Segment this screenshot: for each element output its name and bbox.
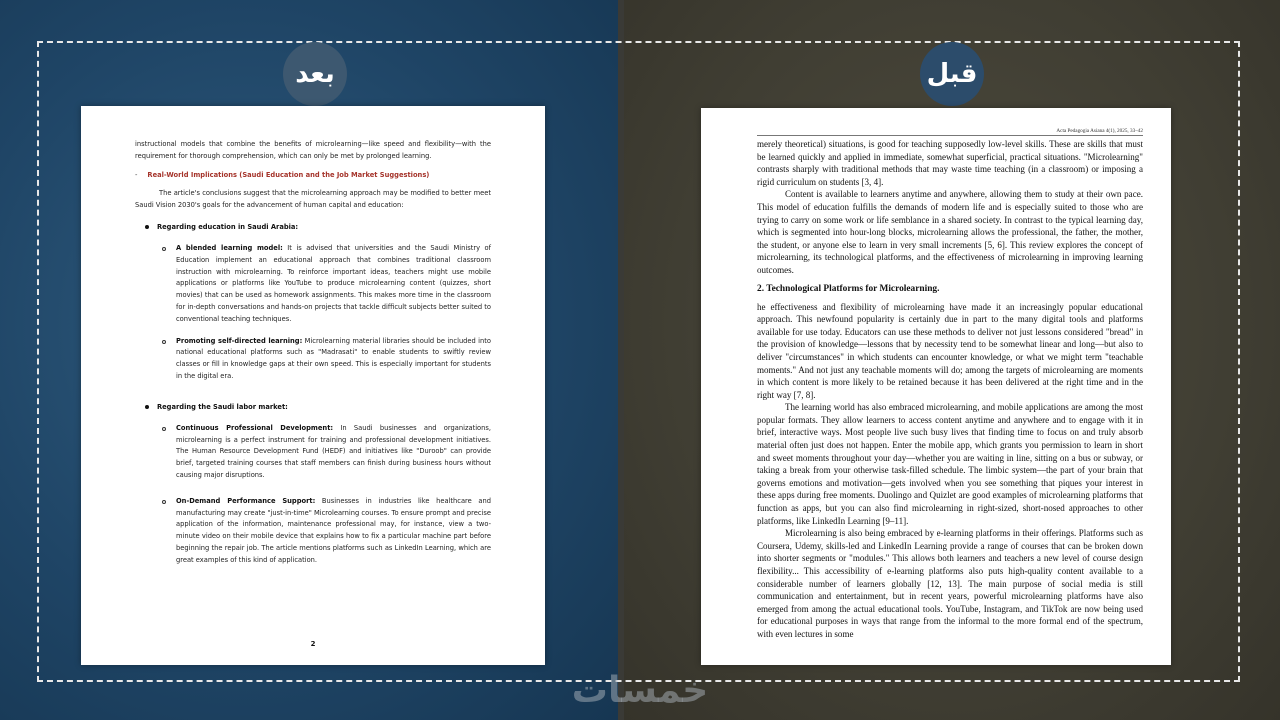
after-subbullet-blended: A blended learning model: It is advised that universities and the Saudi Ministry of Education implement an educational approach that combines traditional classroom instruction with microlearning. To reinforce important ideas, teachers might use mobile applications or platforms like YouTube to produce microlearning content (quizzes, short movies) that can be used as homework assignments. This makes more time in the classroom for in-depth conversations and hands-on projects that tackle difficult subjects better suited to conventional teaching techniques. [176, 243, 491, 326]
before-label: قبل [926, 59, 978, 89]
circle-bullet-icon [162, 500, 166, 504]
before-paragraph-2: Content is available to learners anytime and anywhere, allowing them to study at their own pace. This model of education fulfills the demands of modern life and is especially suited to those who are trying to carry on some work or life semblance in a shared society. In contrast to the typical learning day, which is segmented into hour-long blocks, microlearning allows the professional, the father, the mother, the student, or anyone else to learn in very small increments [5, 6]. This review explores the concept of microlearning, its technological platforms, and the effectiveness of microlearning in improving learning outcomes. [757, 189, 1143, 275]
page-number: 2 [310, 640, 316, 648]
circle-bullet-icon [162, 427, 166, 431]
after-bullet-labor-market: Regarding the Saudi labor market: [145, 401, 491, 413]
before-document-page [701, 108, 1171, 665]
before-section-heading: 2. Technological Platforms for Microlearning. [757, 283, 940, 294]
bullet-dot-icon [145, 225, 149, 229]
after-label-badge [283, 42, 347, 106]
after-paragraph-1: instructional models that combine the benefits of microlearning—like speed and flexibility—with the requirement for thorough comprehension, which can only be met by prolonged learning. [135, 140, 491, 160]
after-subbullet-cpd: Continuous Professional Development: In Saudi businesses and organizations, microlearning is a perfect instrument for training and professional development initiatives. The Human Resource Development Fund (HEDF) and initiatives like "Duroob" can provide brief, targeted training courses that staff members can finish during business hours without causing major disruptions. [176, 423, 491, 482]
after-subbullet-on-demand: On-Demand Performance Support: Businesses in industries like healthcare and manufacturing may create "just-in-time" Microlearning courses. To ensure prompt and precise application of the information, maintenance professional may, for instance, view a two-minute video on their mobile device that explains how to fix a particular machine part before beginning the repair job. The article mentions platforms such as LinkedIn Learning, which are great examples of this kind of application. [176, 496, 491, 567]
journal-header: Acta Pedagogia Asiana 4(1), 2025, 33–42 [757, 128, 1143, 136]
before-paragraph-3: he effectiveness and flexibility of microlearning have made it an increasingly popular educational approach. This newfound popularity is certainly due in part to the many digital tools and platforms available for use today. Educators can use these methods to deliver not just lessons considered "bread" in the provision of knowledge—lessons that by necessity tend to be somewhat linear and long—but also to deliver "circumstances" in which students can encounter knowledge, or what we might term "teachable moments." And not just any teachable moments will do; among the targets of microlearning are moments in which content is more likely to be retained because it has been delivered at the right time and in the right way [7, 8]. [757, 301, 1143, 400]
circle-bullet-icon [162, 340, 166, 344]
after-label: بعد [295, 59, 335, 89]
bullet-dot-icon [145, 405, 149, 409]
before-paragraph-1: merely theoretical) situations, is good for teaching supposedly low-level skills. These are skills that must be learned quickly and applied in immediate, somewhat superficial, practical situations. "Microlearning" contrasts sharply with traditional methods that may waste time teaching (in a classroom) or imposing a rigid curriculum on students [3, 4]. [757, 139, 1143, 187]
before-paragraph-4: The learning world has also embraced microlearning, and mobile applications are among the most popular formats. They allow learners to access content anytime and anywhere and to engage with it in brief, interactive ways. Most people live such busy lives that finding time to focus on and truly absorb material often just does not happen. Enter the mobile app, which grants you permission to learn in short and sweet moments throughout your day—whether you are waiting in line, sitting on a bus or subway, or taking a break from your otherwise task-filled schedule. The limbic system—the part of your brain that governs emotions and motivation—gets involved when you see something that piques your interest in these apps during free moments. Duolingo and Quizlet are good examples of microlearning platforms that function as apps, but you can also find microlearning in right-sized, short-nosed approaches to other platforms, like LinkedIn Learning [9–11]. [757, 402, 1143, 526]
after-document-page [81, 106, 545, 665]
after-intro-paragraph: The article's conclusions suggest that the microlearning approach may be modified to better meet Saudi Vision 2030's goals for the advancement of human capital and education: [135, 189, 491, 209]
circle-bullet-icon [162, 247, 166, 251]
khamsat-watermark-logo: خمسات [571, 670, 709, 711]
before-paragraph-5: Microlearning is also being embraced by e-learning platforms in their offerings. Platforms such as Coursera, Udemy, skills-led and LinkedIn Learning provide a range of courses that can be broken down into shorter segments or "modules." This allows both learners and teachers a new level of course design flexibility... This accessibility of e-learning platforms also puts high-quality content available to a considerable number of learners globally [12, 13]. The main purpose of social media is still communication and entertainment, but in recent years, powerful microlearning platforms have also emerged from among the actual educational tools. YouTube, Instagram, and TikTok are now being used for educational purposes in ways that range from the informal to the more formal end of the spectrum, with even lectures in some [757, 528, 1143, 639]
after-subbullet-self-directed: Promoting self-directed learning: Microlearning material libraries should be included into national educational platforms such as "Madrasati" to enable students to swiftly review classes or fill in knowledge gaps at their own speed. This is especially important for students in the digital era. [176, 336, 491, 383]
after-section-heading: - Real-World Implications (Saudi Education and the Job Market Suggestions) [135, 171, 430, 179]
after-bullet-education: Regarding education in Saudi Arabia: [145, 221, 491, 233]
before-label-badge [920, 42, 984, 106]
